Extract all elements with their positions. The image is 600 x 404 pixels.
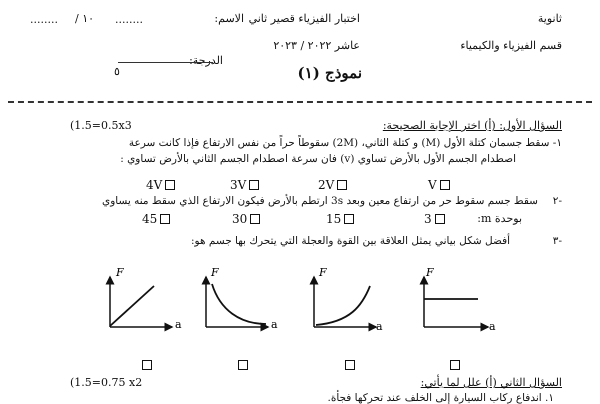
model-title: نموذج (١) [297, 64, 362, 82]
checkbox-icon[interactable] [337, 180, 347, 190]
q1-item1-line1: ١- سقط جسمان كتلة الأول (M) و كتلة الثاني، (2M) سقوطاً حراً من نفس الارتفاع فإذا كانت سرعة [128, 137, 562, 149]
score-fraction: ١٠ / [75, 12, 95, 25]
checkbox-icon[interactable] [440, 180, 450, 190]
option-label: 3 [424, 212, 432, 226]
q1-item1-option-4v[interactable] [146, 178, 175, 192]
q1-item2-option-45[interactable] [142, 212, 170, 226]
option-label: 45 [142, 212, 158, 226]
q1-item2-line1: سقط جسم سقوط حر من ارتفاع معين وبعد 3s ارتطم بالأرض فيكون الارتفاع الذي سقط منه يساوي [102, 195, 538, 207]
option-label: 3V [230, 178, 247, 192]
checkbox-icon[interactable] [250, 214, 260, 224]
q1-item2-unit: بوحدة m: [477, 212, 522, 225]
q1-item1-option-2v[interactable] [318, 178, 347, 192]
q1-item3-text: أفضل شكل بياني يمثل العلاقة بين القوة والعجلة التي يتحرك بها جسم هو: [191, 235, 510, 247]
q1-item3-number: ٣- [552, 235, 562, 247]
graph-linear-y-label: F [116, 266, 124, 279]
checkbox-icon[interactable] [344, 214, 354, 224]
graph-rising-y-label: F [319, 266, 327, 279]
q1-item1-option-v[interactable] [428, 178, 450, 192]
q1-marks: (1.5=0.5x3 [70, 119, 132, 132]
checkbox-icon[interactable] [160, 214, 170, 224]
q1-item1-option-3v[interactable] [230, 178, 259, 192]
q2-marks: (1.5=0.75 x2 [70, 376, 143, 389]
header-divider [8, 101, 592, 103]
graph-constant-y-label: F [426, 266, 434, 279]
school-label: ثانوية [537, 12, 562, 25]
department-label: قسم الفيزياء والكيمياء [460, 39, 562, 52]
checkbox-icon[interactable] [435, 214, 445, 224]
graph-linear-x-label: a [175, 318, 182, 331]
graph-linear [110, 277, 172, 327]
graph-rising-checkbox[interactable] [345, 360, 355, 370]
exam-title: اختبار الفيزياء قصير ثاني [248, 12, 360, 25]
q1-item2-option-15[interactable] [326, 212, 354, 226]
q1-item1-line2: اصطدام الجسم الأول بالأرض تساوي (v) فان سرعة اصطدام الجسم الثاني بالأرض تساوي : [120, 153, 516, 165]
checkbox-icon[interactable] [249, 180, 259, 190]
q1-item2-number: ٢- [552, 195, 562, 207]
option-label: V [428, 178, 437, 192]
option-label: 4V [146, 178, 163, 192]
graph-rising-x-label: a [376, 320, 383, 333]
graph-constant [424, 277, 488, 327]
grade-label: الدرجة: [189, 54, 223, 67]
grade-year: عاشر ٢٠٢٢ / ٢٠٢٣ [273, 39, 360, 52]
option-label: 2V [318, 178, 335, 192]
name-label: الاسم: [214, 12, 244, 25]
name-dots: ........ [30, 13, 58, 26]
grade-value: ٥ [114, 65, 120, 78]
option-label: 15 [326, 212, 342, 226]
graph-rising [314, 277, 376, 327]
graph-linear-checkbox[interactable] [142, 360, 152, 370]
checkbox-icon[interactable] [165, 180, 175, 190]
graph-decay [206, 277, 268, 327]
option-label: 30 [232, 212, 248, 226]
graph-decay-y-label: F [211, 266, 219, 279]
q1-item2-option-30[interactable] [232, 212, 260, 226]
graph-decay-x-label: a [271, 318, 278, 331]
graph-decay-checkbox[interactable] [238, 360, 248, 370]
graph-constant-x-label: a [489, 320, 496, 333]
name-dots-2: ........ [115, 13, 143, 26]
q2-item1: ١. اندفاع ركاب السيارة إلى الخلف عند تحركها فجأة. [327, 392, 554, 404]
grade-line [118, 62, 213, 63]
q1-item2-option-3[interactable] [424, 212, 445, 226]
q2-title: السؤال الثاني (أ) علل لما يأتي: [420, 376, 562, 389]
graph-constant-checkbox[interactable] [450, 360, 460, 370]
q1-title: السؤال الأول: (أ) اختر الإجابة الصحيحة: [382, 119, 562, 132]
